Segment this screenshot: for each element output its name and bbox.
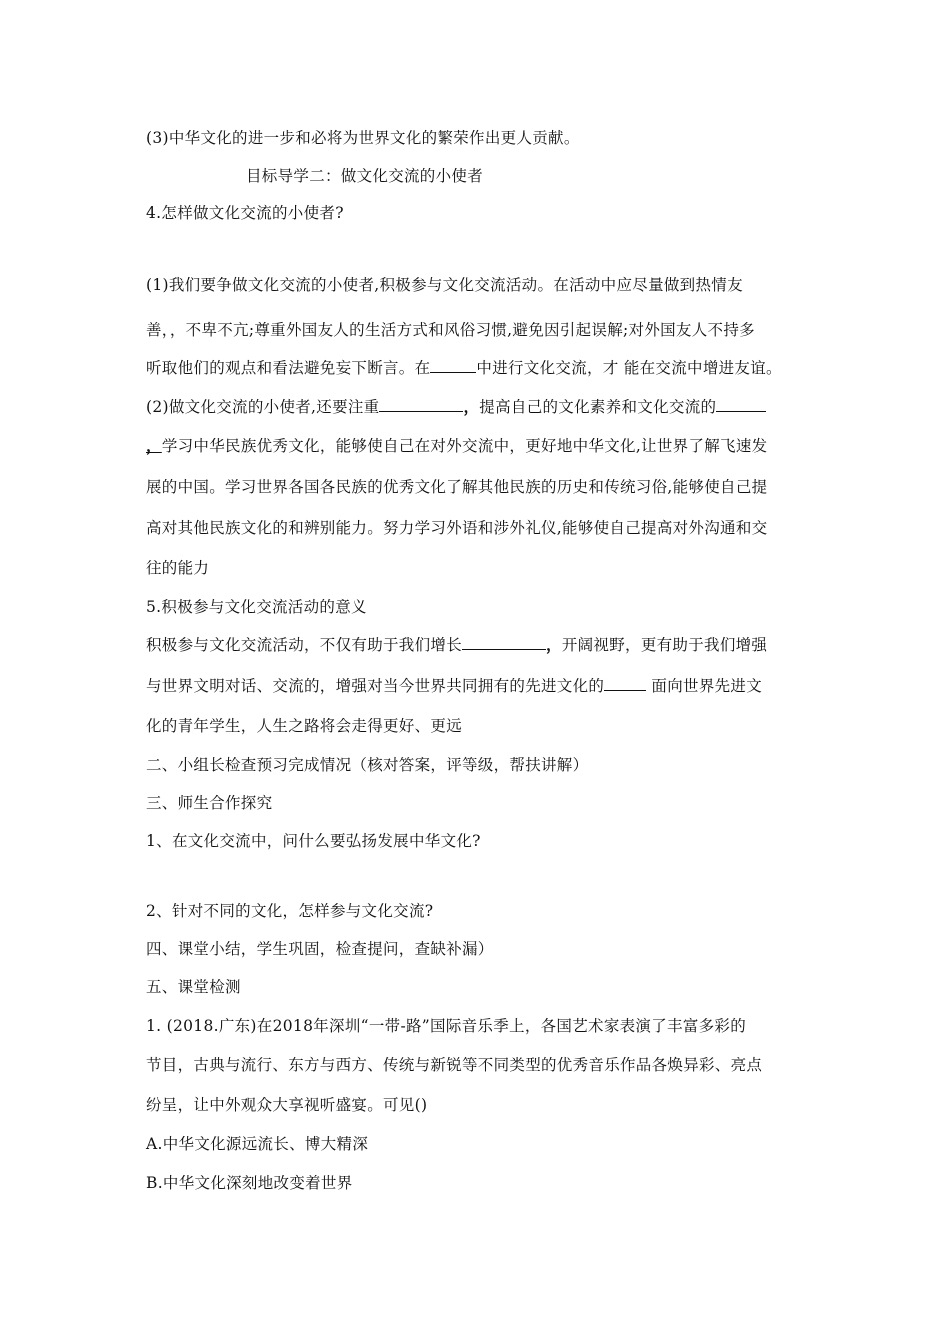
- blank-mark: ，: [463, 397, 480, 416]
- text-segment: 积极参与文化交流活动，不仅有助于我们增长: [146, 636, 463, 654]
- text-line: [146, 676, 762, 696]
- text-line: 展的中国。学习世界各国各民族的优秀文化了解其他民族的历史和传统习俗,能够使自己提: [146, 478, 768, 496]
- text-line: 善，，不卑不亢;尊重外国友人的生活方式和风俗习惯,避免因引起误解;对外国友人不持多: [146, 321, 755, 339]
- text-line: 往的能力: [146, 559, 210, 577]
- text-segment: (2)做文化交流的小使者,还要注重: [146, 398, 380, 416]
- question-heading: 4.怎样做文化交流的小使者?: [146, 204, 344, 222]
- answer-option-a: A.中华文化源远流长、博大精深: [146, 1135, 369, 1153]
- text-segment: 面向世界先进文: [646, 677, 763, 695]
- text-segment: 中进行文化交流，才 能在交流中增进友谊。: [476, 359, 782, 377]
- question-item: 2、针对不同的文化，怎样参与文化交流?: [146, 902, 434, 920]
- section-heading: 二、小组长检查预习完成情况（核对答案，评等级，帮扶讲解）: [146, 756, 589, 774]
- text-segment: 学习中华民族优秀文化，能够使自己在对外交流中，更好地中华文化,让世界了解飞速发: [161, 437, 768, 455]
- section-heading: 五、课堂检测: [146, 978, 241, 996]
- fill-blank: [379, 397, 463, 412]
- answer-option-b: B.中华文化深刻地改变着世界: [146, 1174, 353, 1192]
- text-line: [146, 358, 782, 378]
- question-item: 1. (2018.广东)在2018年深圳“一带-路”国际音乐季上，各国艺术家表演了丰富多彩的: [146, 1017, 747, 1035]
- text-line: 纷呈，让中外观众大享视听盛宴。可见(): [146, 1096, 428, 1114]
- section-heading: 三、师生合作探究: [146, 794, 273, 812]
- text-line: 高对其他民族文化的和辨别能力。努力学习外语和涉外礼仪,能够使自己提高对外沟通和交: [146, 519, 768, 537]
- section-heading: 四、课堂小结，学生巩固，检查提问，查缺补漏）: [146, 940, 494, 958]
- blank-mark: ，: [146, 436, 162, 455]
- text-line: (3)中华文化的进一步和必将为世界文化的繁荣作出更人贡献。: [146, 129, 580, 147]
- text-line: [146, 397, 766, 417]
- text-segment: 与世界文明对话、交流的，增强对当今世界共同拥有的先进文化的: [146, 677, 605, 695]
- text-line: [146, 635, 767, 655]
- text-segment: 听取他们的观点和看法避免妄下断言。在: [146, 359, 431, 377]
- text-line: 节目，古典与流行、东方与西方、传统与新锐等不同类型的优秀音乐作品各焕异彩、亮点: [146, 1056, 763, 1074]
- fill-blank: [604, 676, 646, 691]
- text-line: [146, 436, 767, 456]
- fill-blank: [430, 358, 476, 373]
- fill-blank: [462, 635, 546, 650]
- section-heading: 目标导学二：做文化交流的小使者: [246, 167, 484, 185]
- blank-mark: ，: [546, 635, 562, 654]
- question-heading: 5.积极参与文化交流活动的意义: [146, 598, 367, 616]
- text-segment: 提高自己的文化素养和文化交流的: [479, 398, 717, 416]
- text-line: 化的青年学生，人生之路将会走得更好、更远: [146, 717, 463, 735]
- fill-blank: [716, 397, 766, 412]
- text-line: (1)我们要争做文化交流的小使者,积极参与文化交流活动。在活动中应尽量做到热情友: [146, 276, 743, 294]
- question-item: 1、在文化交流中，问什么要弘扬发展中华文化?: [146, 832, 481, 850]
- text-segment: 开阔视野，更有助于我们增强: [561, 636, 768, 654]
